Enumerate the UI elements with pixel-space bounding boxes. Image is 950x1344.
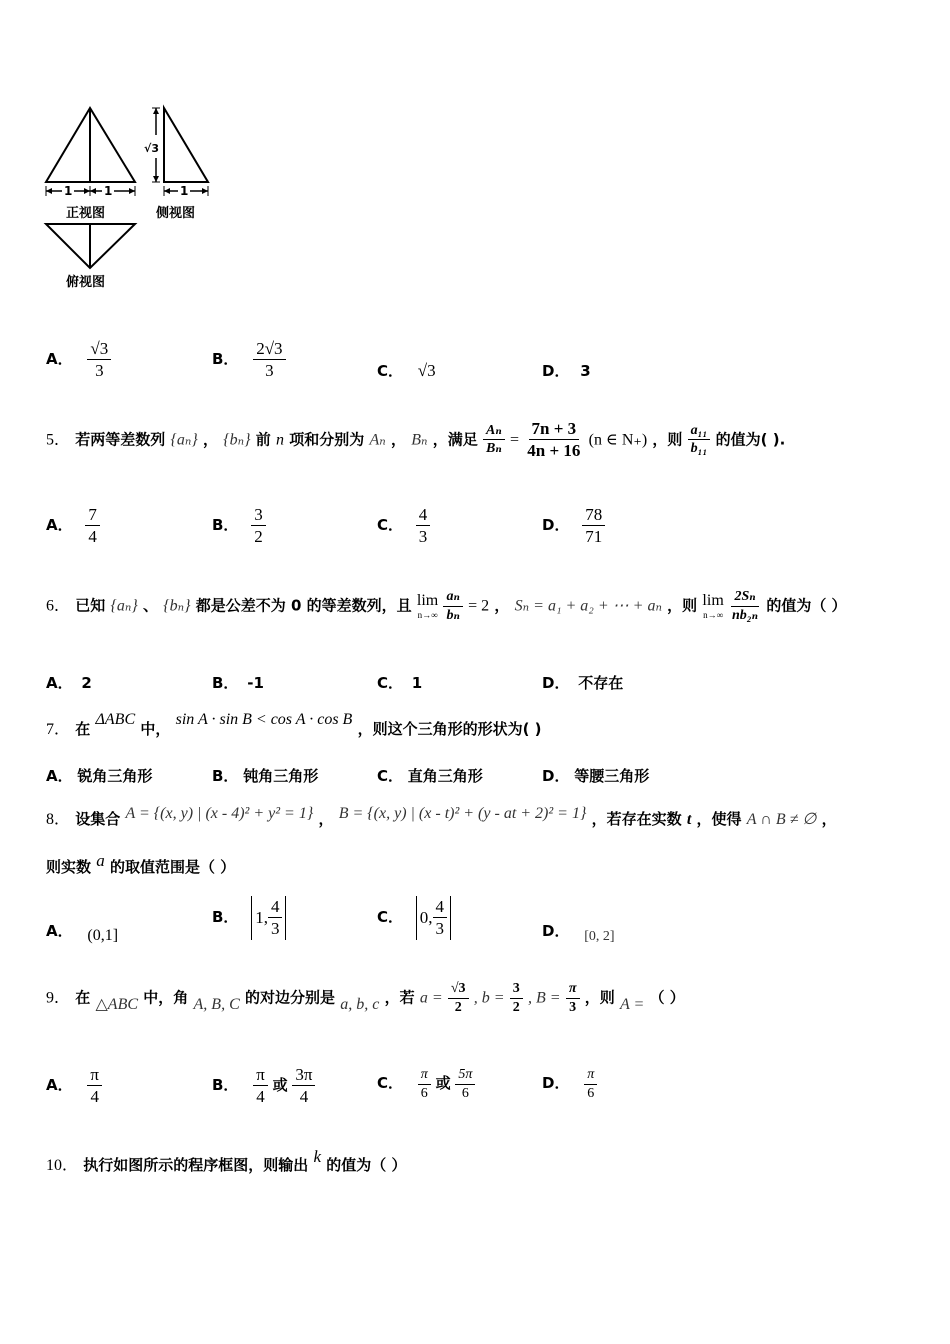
q5-comma-2: ， — [391, 430, 407, 449]
q5-option-c[interactable] — [377, 504, 430, 548]
or-text: 或 — [435, 1074, 451, 1092]
option-letter: A． — [46, 1075, 73, 1094]
fraction-denominator: 3 — [265, 361, 274, 381]
q9-option-a[interactable] — [46, 1064, 102, 1108]
option-letter: A． — [46, 515, 73, 534]
q10-text-2: 的值为（ ） — [326, 1156, 407, 1174]
front-view-label: 正视图 — [66, 206, 106, 221]
fraction-numerator: π — [87, 1064, 102, 1086]
q9-text-6: （ ） — [649, 988, 685, 1007]
q5-option-d[interactable] — [542, 504, 605, 548]
fraction-denominator: 3 — [270, 919, 280, 939]
option-value: (0,1] — [87, 927, 119, 944]
fraction-numerator: 4 — [268, 896, 283, 918]
option-letter: C． — [377, 1074, 404, 1092]
q9-option-c[interactable] — [377, 1066, 475, 1102]
q6-lim-eq: = 2 — [468, 597, 490, 615]
option-letter: A． — [46, 922, 73, 940]
q6-lim-sub: n→∞ — [417, 610, 438, 620]
q8-comma: ， — [318, 810, 334, 828]
fraction-numerator: π — [253, 1064, 268, 1086]
fraction-denominator: bₙ — [446, 607, 460, 623]
q9-text-2: 中，角 — [143, 988, 189, 1007]
fraction-denominator: 2 — [454, 999, 462, 1015]
question-5 — [46, 418, 785, 462]
question-7 — [46, 711, 542, 739]
option-letter: B． — [212, 907, 239, 926]
option-value: [0, 2] — [584, 929, 615, 944]
q6-seq-b: {bₙ} — [163, 597, 191, 615]
fraction-denominator: 3 — [435, 919, 445, 939]
q5-option-a[interactable] — [46, 504, 100, 548]
option-letter: D． — [542, 674, 570, 692]
option-letter: B． — [212, 349, 239, 368]
option-letter: D． — [542, 362, 570, 380]
option-value: 等腰三角形 — [574, 767, 650, 785]
q9-a-eq: a = — [419, 989, 443, 1007]
option-letter: C． — [377, 767, 404, 785]
q6-lim: lim — [416, 592, 439, 609]
option-letter: A． — [46, 349, 73, 368]
q6-text-5: 的值为（ ） — [766, 596, 847, 615]
q8-t-var: t — [686, 811, 692, 828]
q5-Bn: Bₙ — [411, 431, 428, 449]
q5-text-6: 的值为( ). — [715, 430, 786, 449]
q9-text-5: ，则 — [584, 988, 615, 1007]
q6-option-d[interactable] — [542, 672, 623, 693]
q9-text-1: 在 — [75, 988, 91, 1007]
front-dim-left: 1 — [64, 184, 73, 198]
question-number: 7． — [46, 721, 71, 738]
option-value: √3 — [417, 361, 436, 380]
q6-option-c[interactable] — [377, 672, 422, 693]
q5-text-3: 项和分别为 — [289, 430, 365, 449]
q4-option-a[interactable] — [46, 338, 111, 382]
fraction-denominator: 4 — [256, 1087, 265, 1107]
option-letter: B． — [212, 515, 239, 534]
q9-b-eq: , b = — [473, 989, 505, 1007]
fraction-denominator: 2 — [512, 999, 520, 1015]
three-view-drawing — [40, 100, 230, 300]
option-letter: C． — [377, 907, 404, 926]
q6-seq-a: {aₙ} — [110, 597, 138, 615]
option-value: 1 — [411, 674, 423, 692]
option-value: 直角三角形 — [407, 767, 483, 785]
q9-ask: A = — [619, 995, 645, 1013]
q6-option-b[interactable] — [212, 672, 264, 693]
q8-text-4: ， — [821, 810, 837, 828]
option-value: 钝角三角形 — [243, 767, 319, 785]
fraction-numerator: √3 — [87, 338, 111, 360]
option-value: -1 — [247, 674, 264, 692]
fraction-denominator: 4 — [90, 1087, 99, 1107]
q10-k-var: k — [313, 1147, 322, 1166]
q7-text-1: 在 — [75, 720, 91, 738]
fraction-numerator: 4 — [416, 504, 431, 526]
q5-condition: (n ∈ N₊) — [588, 431, 648, 449]
option-letter: D． — [542, 767, 570, 785]
q6-lim2: lim — [702, 592, 724, 609]
option-letter: B． — [212, 767, 239, 785]
q6-separator: 、 — [143, 596, 159, 615]
fraction-denominator: 6 — [420, 1085, 428, 1101]
question-9 — [46, 980, 685, 1016]
fraction-denominator: b₁₁ — [690, 441, 708, 457]
q7-option-d[interactable] — [542, 765, 649, 786]
three-view-figure — [40, 100, 230, 300]
q6-lim2-sub: n→∞ — [703, 610, 724, 620]
interval-start: 1, — [255, 907, 268, 927]
fraction-denominator: 3 — [95, 361, 104, 381]
fraction-numerator: √3 — [448, 980, 469, 999]
fraction-numerator: 4 — [433, 896, 448, 918]
question-6 — [46, 588, 847, 624]
or-text: 或 — [272, 1075, 288, 1094]
q8-text-2: ，若存在实数 — [591, 810, 682, 828]
fraction-denominator: 71 — [585, 527, 603, 547]
fraction-numerator: 78 — [582, 504, 605, 526]
fraction-denominator: 6 — [587, 1085, 595, 1101]
q5-equals: = — [510, 431, 520, 449]
q6-sum: Sₙ = a₁ + a₂ + ⋯ + aₙ — [514, 597, 662, 615]
fraction-numerator: π — [418, 1066, 431, 1085]
q9-B-eq: , B = — [528, 989, 561, 1007]
q9-angles: A, B, C — [193, 995, 240, 1013]
q9-triangle: △ABC — [95, 995, 139, 1013]
top-view-label: 俯视图 — [66, 275, 106, 290]
q8-a-var: a — [96, 851, 105, 870]
option-letter: C． — [377, 515, 404, 534]
option-letter: A． — [46, 674, 73, 692]
fraction-numerator: aₙ — [443, 588, 462, 607]
option-letter: B． — [212, 674, 239, 692]
fraction-numerator: π — [566, 980, 580, 999]
q5-text-5: ，则 — [652, 430, 683, 449]
fraction-numerator: 7 — [85, 504, 100, 526]
q8-text-3: ，使得 — [696, 810, 742, 828]
q4-option-d[interactable] — [542, 360, 591, 381]
q7-text-2: 中， — [140, 720, 171, 738]
q7-inequality: sin A · sin B < cos A · cos B — [175, 711, 353, 728]
option-value: 锐角三角形 — [77, 767, 153, 785]
q8-text-1: 设集合 — [75, 810, 121, 828]
q8-option-c[interactable] — [377, 896, 451, 940]
option-value: 不存在 — [578, 674, 624, 692]
option-value: 2 — [81, 674, 92, 692]
question-8 — [46, 806, 837, 829]
fraction-denominator: 4 — [299, 1087, 309, 1107]
q7-option-b[interactable] — [212, 765, 318, 786]
fraction-numerator: 5π — [455, 1066, 475, 1085]
fraction-numerator: Aₙ — [483, 422, 505, 441]
q10-text-1: 执行如图所示的程序框图，则输出 — [83, 1156, 309, 1174]
option-letter: C． — [377, 362, 404, 380]
fraction-numerator: a₁₁ — [688, 422, 711, 441]
question-8-line-2 — [46, 851, 236, 877]
side-dim-sqrt3: √3 — [144, 142, 159, 155]
q9-option-d[interactable] — [542, 1066, 597, 1102]
fraction-numerator: 2√3 — [253, 338, 285, 360]
q9-text-3: 的对边分别是 — [244, 988, 335, 1007]
option-letter: C． — [377, 674, 404, 692]
q5-text-4: ，满足 — [432, 430, 478, 449]
front-dim-right: 1 — [104, 184, 113, 198]
side-view-label: 侧视图 — [156, 206, 196, 221]
q9-text-4: ，若 — [384, 988, 415, 1007]
question-number: 8． — [46, 811, 71, 828]
q6-text-2: 都是公差不为 0 的等差数列，且 — [195, 596, 412, 615]
q8-set-a: A = {(x, y) | (x - 4)² + y² = 1} — [125, 805, 314, 822]
q8-condition: A ∩ B ≠ ∅ — [746, 811, 817, 828]
fraction-denominator: nb₂ₙ — [732, 607, 759, 623]
fraction-numerator: 3 — [510, 980, 523, 999]
fraction-numerator: 2Sₙ — [731, 588, 758, 607]
fraction-denominator: 2 — [254, 527, 263, 547]
q9-sides: a, b, c — [340, 995, 380, 1013]
q6-text-4: ，则 — [667, 596, 698, 615]
q8-option-d[interactable] — [542, 920, 615, 944]
q7-text-3: ，则这个三角形的形状为( ) — [357, 720, 542, 738]
option-value: 3 — [580, 362, 591, 380]
q5-An: Aₙ — [369, 431, 386, 449]
q6-option-a[interactable] — [46, 672, 92, 693]
q7-triangle: ΔABC — [95, 711, 136, 728]
option-letter: B． — [212, 1075, 239, 1094]
q8-line2-text-1: 则实数 — [46, 858, 92, 876]
fraction-denominator: 3 — [418, 527, 428, 547]
q5-n: n — [276, 431, 285, 449]
q8-line2-text-2: 的取值范围是（ ） — [109, 858, 236, 876]
option-letter: D． — [542, 515, 570, 534]
option-letter: A． — [46, 767, 73, 785]
q9-option-b[interactable] — [212, 1064, 315, 1108]
question-number: 10． — [46, 1157, 79, 1174]
q7-option-c[interactable] — [377, 765, 483, 786]
fraction-denominator: Bₙ — [486, 441, 502, 457]
question-number: 9． — [46, 989, 71, 1007]
fraction-numerator: π — [584, 1066, 597, 1085]
q5-seq-a: {aₙ} — [170, 431, 198, 449]
fraction-denominator: 3 — [569, 999, 577, 1015]
q4-option-b[interactable] — [212, 338, 286, 382]
q5-option-b[interactable] — [212, 504, 266, 548]
fraction-denominator: 4n + 16 — [527, 441, 581, 461]
q6-text-3: ， — [494, 596, 510, 615]
fraction-numerator: 7n + 3 — [529, 418, 580, 440]
option-letter: D． — [542, 1074, 570, 1092]
question-number: 5． — [46, 431, 71, 449]
question-number: 6． — [46, 597, 71, 615]
q5-comma-1: ， — [203, 430, 219, 449]
q8-option-a[interactable] — [46, 920, 119, 944]
interval-start: 0, — [419, 907, 433, 927]
q7-option-a[interactable] — [46, 765, 152, 786]
q5-seq-b: {bₙ} — [223, 431, 251, 449]
fraction-numerator: 3π — [292, 1064, 315, 1086]
option-letter: D． — [542, 922, 570, 940]
q8-set-b: B = {(x, y) | (x - t)² + (y - at + 2)² = 1} — [338, 805, 587, 822]
side-dim-one: 1 — [180, 184, 189, 198]
q4-option-c[interactable] — [377, 360, 436, 381]
fraction-numerator: 3 — [251, 504, 266, 526]
q6-text-1: 已知 — [75, 596, 106, 615]
question-10 — [46, 1147, 407, 1175]
q5-text-2: 前 — [255, 430, 271, 449]
fraction-denominator: 4 — [88, 527, 97, 547]
q8-option-b[interactable] — [212, 896, 286, 940]
fraction-denominator: 6 — [461, 1085, 469, 1101]
q5-text-1: 若两等差数列 — [75, 430, 166, 449]
